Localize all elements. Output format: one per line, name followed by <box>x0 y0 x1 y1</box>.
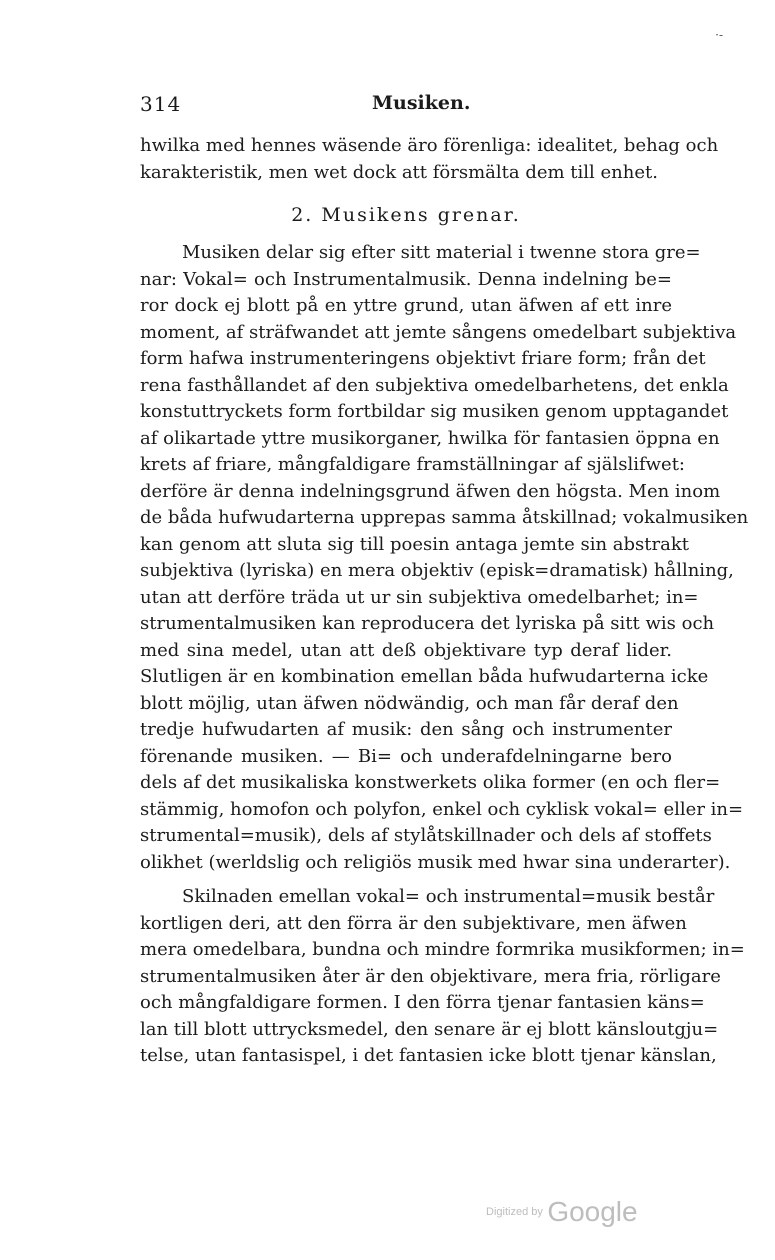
continuation-paragraph <box>140 133 719 186</box>
section-heading: 2. Musikens grenar. <box>291 204 521 226</box>
text-line: derföre är denna indelningsgrund äfwen den högsta. Men inom <box>140 480 721 502</box>
running-title: Musiken. <box>372 92 471 114</box>
text-line: lan till blott uttrycksmedel, den senare är ej blott känsloutgju= <box>140 1018 719 1040</box>
text-line: utan att derföre träda ut ur sin subjektiva omedelbarhet; in= <box>140 586 699 608</box>
google-logo: Google <box>547 1196 638 1227</box>
text-line: mera omedelbara, bundna och mindre formrika musikformen; in= <box>140 939 745 960</box>
text-line: karakteristik, men wet dock att försmälta dem till enhet. <box>140 161 658 183</box>
text-line: konstuttryckets form fortbildar sig musiken genom upptagandet <box>140 401 729 422</box>
text-line: kortligen deri, att den förra är den subjektivare, men äfwen <box>140 912 687 934</box>
paragraph-1 <box>140 240 749 876</box>
watermark-prefix: Digitized by <box>486 1206 543 1218</box>
paragraph-2 <box>140 884 745 1070</box>
text-line: nar: Vokal= och Instrumentalmusik. Denna indelning be= <box>140 268 672 290</box>
text-line: strumental=musik), dels af stylåtskillnader och dels af stoffets <box>140 825 712 846</box>
text-line: dels af det musikaliska konstwerkets olika former (en och fler= <box>140 772 721 793</box>
text-line: ror dock ej blott på en yttre grund, utan äfwen af ett inre <box>140 295 672 316</box>
text-line: subjektiva (lyriska) en mera objektiv (episk=dramatisk) hållning, <box>140 560 734 581</box>
page-number: 314 <box>140 92 182 116</box>
text-line: strumentalmusiken kan reproducera det lyriska på sitt wis och <box>140 613 715 634</box>
text-line: de båda hufwudarterna upprepas samma åtskillnad; vokalmusiken <box>140 507 749 528</box>
text-line: stämmig, homofon och polyfon, enkel och cyklisk vokal= eller in= <box>140 798 744 820</box>
text-line: Musiken delar sig efter sitt material i twenne stora gre= <box>182 242 701 263</box>
text-line: tredje hufwudarten af musik: den sång och instrumenter <box>140 719 672 740</box>
text-line: telse, utan fantasispel, i det fantasien icke blott tjenar känslan, <box>140 1045 717 1066</box>
text-line: strumentalmusiken åter är den objektivare, mera fria, rörligare <box>140 965 721 987</box>
digitized-watermark <box>486 1196 638 1228</box>
text-line: krets af friare, mångfaldigare framställningar af själslifwet: <box>140 454 686 475</box>
text-line: moment, af sträfwandet att jemte sångens omedelbart subjektiva <box>140 321 737 343</box>
text-line: kan genom att sluta sig till poesin antaga jemte sin abstrakt <box>140 533 690 555</box>
text-line: hwilka med hennes wäsende äro förenliga: idealitet, behag och <box>140 135 719 156</box>
text-line: af olikartade yttre musikorganer, hwilka för fantasien öppna en <box>140 427 720 449</box>
text-line: blott möjlig, utan äfwen nödwändig, och man får deraf den <box>140 692 679 714</box>
text-line: rena fasthållandet af den subjektiva omedelbarhetens, det enkla <box>140 374 729 396</box>
corner-mark: ·‑ <box>715 28 723 42</box>
text-line: form hafwa instrumenteringens objektivt friare form; från det <box>140 348 706 369</box>
text-line: olikhet (werldslig och religiös musik med hwar sina underarter). <box>140 851 731 873</box>
text-line: Skilnaden emellan vokal= och instrumental=musik består <box>182 886 715 907</box>
text-line: förenande musiken. — Bi= och underafdelningarne bero <box>140 745 672 767</box>
text-line: Slutligen är en kombination emellan båda hufwudarterna icke <box>140 666 709 687</box>
text-line: med sina medel, utan att deß objektivare typ deraf lider. <box>140 639 672 661</box>
page-header <box>140 92 672 122</box>
text-line: och mångfaldigare formen. I den förra tjenar fantasien käns= <box>140 992 705 1013</box>
